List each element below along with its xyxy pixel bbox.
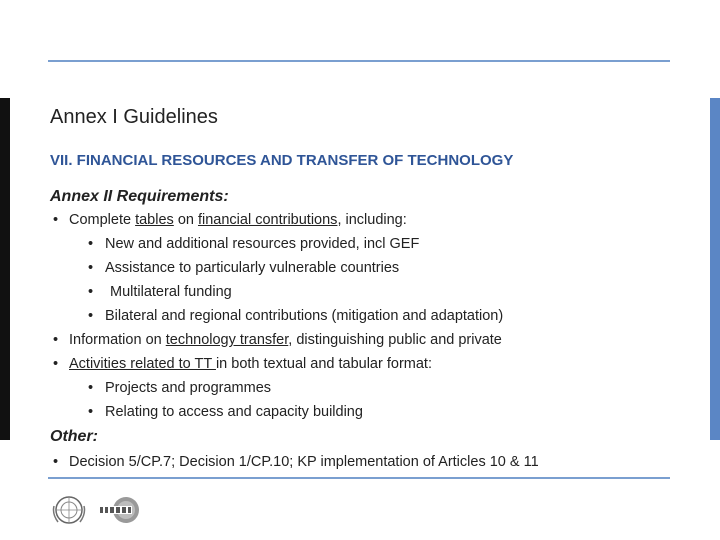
bullet-marker: • xyxy=(88,260,94,276)
text-segment: in both textual and tabular format: xyxy=(215,356,432,372)
list-item-multilateral: Multilateral funding xyxy=(110,284,232,300)
list-item-activities xyxy=(69,356,432,372)
bottom-divider xyxy=(48,477,670,479)
bullet-marker: • xyxy=(88,284,94,300)
bullet-marker: • xyxy=(88,404,94,420)
section-subtitle: VII. FINANCIAL RESOURCES AND TRANSFER OF TECHNOLOGY xyxy=(50,152,514,169)
text-segment: Complete xyxy=(69,212,136,228)
slide-title: Annex I Guidelines xyxy=(50,106,218,128)
link-activities-tt: Activities related to TT xyxy=(69,356,216,372)
list-item-bilateral: Bilateral and regional contributions (mitigation and adaptation) xyxy=(105,308,504,324)
bullet-marker: • xyxy=(53,356,59,372)
bullet-marker: • xyxy=(53,454,59,470)
list-item-new-resources: New and additional resources provided, incl GEF xyxy=(105,236,420,252)
text-segment: Information on xyxy=(69,332,166,348)
top-divider xyxy=(48,60,670,62)
unfccc-logo-icon xyxy=(96,492,144,528)
right-accent-bar xyxy=(710,98,720,440)
other-heading: Other: xyxy=(50,428,98,445)
link-technology-transfer: technology transfer xyxy=(165,332,289,348)
un-emblem-icon xyxy=(50,492,88,528)
link-tables: tables xyxy=(135,212,174,228)
annex-heading: Annex II Requirements: xyxy=(50,188,229,205)
list-item-decisions: Decision 5/CP.7; Decision 1/CP.10; KP implementation of Articles 10 & 11 xyxy=(69,454,539,470)
list-item-information xyxy=(69,332,502,348)
list-item-vulnerable-countries: Assistance to particularly vulnerable countries xyxy=(105,260,400,276)
list-item-capacity-building: Relating to access and capacity building xyxy=(105,404,363,420)
bullet-marker: • xyxy=(53,212,59,228)
left-accent-bar xyxy=(0,98,10,440)
text-segment: on xyxy=(173,212,198,228)
bullet-marker: • xyxy=(88,236,94,252)
text-segment: , including: xyxy=(337,212,407,228)
list-item-complete-tables xyxy=(69,212,407,228)
link-financial-contributions: financial contributions xyxy=(197,212,338,228)
bullet-marker: • xyxy=(88,380,94,396)
list-item-projects: Projects and programmes xyxy=(105,380,272,396)
text-segment: , distinguishing public and private xyxy=(288,332,502,348)
bullet-marker: • xyxy=(88,308,94,324)
bullet-marker: • xyxy=(53,332,59,348)
